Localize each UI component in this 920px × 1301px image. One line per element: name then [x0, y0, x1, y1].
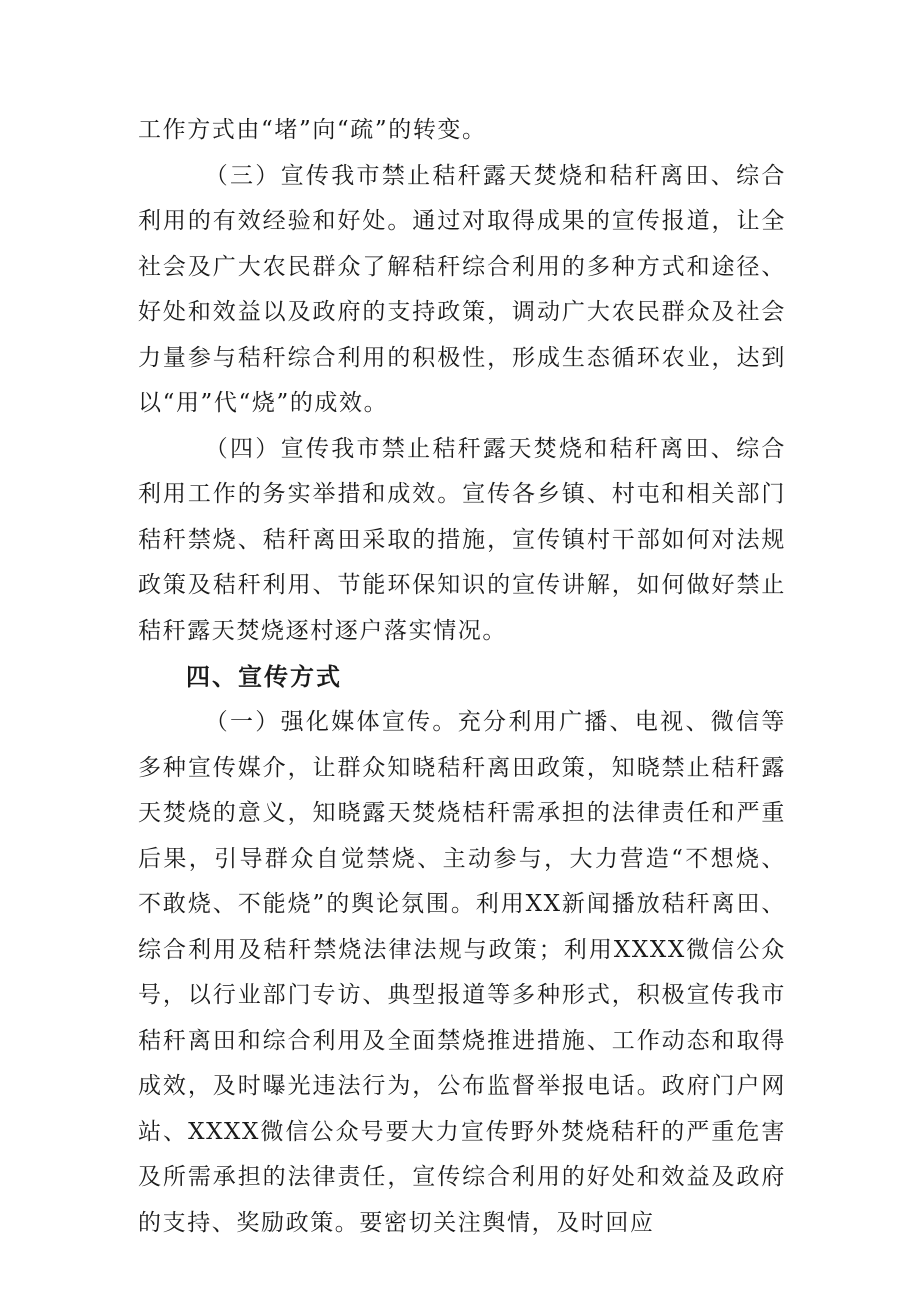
paragraph-media-publicity: （一）强化媒体宣传。充分利用广播、电视、微信等多种宣传媒介，让群众知晓秸秆离田政策，知晓禁止秸秆露天焚烧的意义，知晓露天焚烧桔秆需承担的法律责任和严重后果，引导群众自觉禁烧、主动参与，大力营造“不想烧、不敢烧、不能烧”的舆论氛围。利用XX新闻播放秸秆离田、综合利用及秸秆禁烧法律法规与政策；利用XXXX微信公众号，以行业部门专访、典型报道等多种形式，积极宣传我市秸秆离田和综合利用及全面禁烧推进措施、工作动态和取得成效，及时曝光违法行为，公布监督举报电话。政府门户网站、XXXX微信公众号要大力宣传野外焚烧秸秆的严重危害及所需承担的法律责任，宣传综合利用的好处和效益及政府的支持、奖励政策。要密切关注舆情，及时回应 [138, 709, 786, 1236]
paragraph-continuation: 工作方式由“堵”向“疏”的转变。 [138, 117, 487, 143]
paragraph-item-four: （四）宣传我市禁止秸秆露天焚烧和秸秆离田、综合利用工作的务实举措和成效。宣传各乡镇、村屯和相关部门秸秆禁烧、秸秆离田采取的措施，宣传镇村干部如何对法规政策及秸秆利用、节能环保知识的宣传讲解，如何做好禁止秸秆露天焚烧逐村逐户落实情况。 [138, 435, 786, 644]
section-heading: 四、宣传方式 [186, 663, 342, 691]
paragraph-item-three: （三）宣传我市禁止秸秆露天焚烧和秸秆离田、综合利用的有效经验和好处。通过对取得成果的宣传报道，让全社会及广大农民群众了解秸秆综合利用的多种方式和途径、好处和效益以及政府的支持政策，调动广大农民群众及社会力量参与秸秆综合利用的积极性，形成生态循环农业，达到以“用”代“烧”的成效。 [138, 162, 786, 416]
